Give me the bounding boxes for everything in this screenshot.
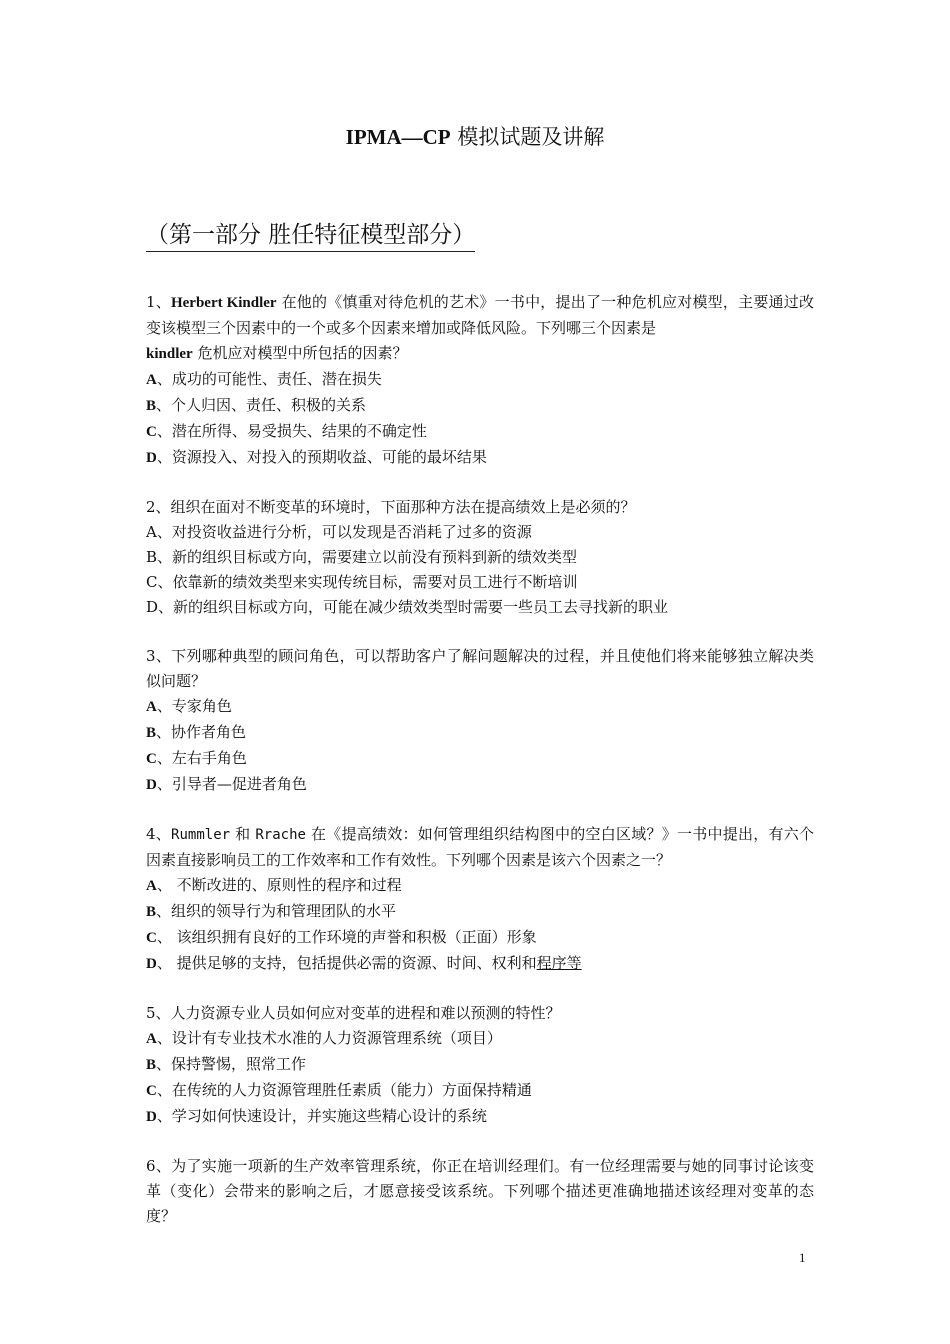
question-6-stem: 6、为了实施一项新的生产效率管理系统，你正在培训经理们。有一位经理需要与她的同事讨论该变革（变化）会带来的影响之后，才愿意接受该系统。下列哪个描述更准确地描述该经理对变革的态度？ — [146, 1157, 814, 1225]
question-6 — [146, 1154, 814, 1229]
option-text: 、 该组织拥有良好的工作环境的声誉和积极（正面）形象 — [156, 928, 537, 946]
question-4-stem — [146, 822, 814, 873]
question-5-option-d — [146, 1104, 814, 1130]
question-5-stem: 5、人力资源专业人员如何应对变革的进程和难以预测的特性？ — [146, 1004, 561, 1022]
question-3-option-c — [146, 746, 814, 772]
option-label: B — [146, 398, 157, 414]
option-text: 、学习如何快速设计，并实施这些精心设计的系统 — [156, 1107, 487, 1125]
option-label: A — [146, 1031, 157, 1047]
question-4 — [146, 822, 814, 977]
question-5-option-c — [146, 1078, 814, 1104]
option-text: 、保持警惕，照常工作 — [156, 1055, 307, 1073]
question-4-and: 和 — [235, 825, 251, 843]
option-label: D — [146, 450, 157, 466]
option-text: 、专家角色 — [156, 697, 232, 715]
option-text: 、个人归因、责任、积极的关系 — [156, 396, 367, 414]
option-text: 、设计有专业技术水准的人力资源管理系统（项目） — [156, 1029, 502, 1047]
option-text: 、组织的领导行为和管理团队的水平 — [156, 902, 397, 920]
document-title — [0, 124, 950, 150]
option-text: 、资源投入、对投入的预期收益、可能的最坏结果 — [156, 448, 487, 466]
option-text: 、 提供足够的支持，包括提供必需的资源、时间、权利和 — [156, 954, 537, 972]
question-4-option-d — [146, 951, 814, 977]
question-4-option-c — [146, 925, 814, 951]
author-name: Herbert Kindler — [170, 295, 277, 311]
option-text: 、 不断改进的、原则性的程序和过程 — [156, 876, 402, 894]
option-text: 、潜在所得、易受损失、结果的不确定性 — [156, 422, 427, 440]
question-1-stem — [146, 290, 814, 367]
option-label: B — [146, 725, 157, 741]
option-label: B — [146, 904, 157, 920]
title-english: IPMA—CP — [345, 125, 451, 149]
option-text: 、在传统的人力资源管理胜任素质（能力）方面保持精通 — [156, 1081, 532, 1099]
option-label: D — [146, 777, 157, 793]
option-label: C — [146, 930, 157, 946]
question-4-number: 4、 — [146, 825, 172, 843]
question-3-option-b — [146, 720, 814, 746]
question-1-option-d — [146, 445, 814, 471]
option-label: C — [146, 424, 157, 440]
underlined-text: 程序等 — [536, 954, 582, 972]
question-2-option-a: A、对投资收益进行分析，可以发现是否消耗了过多的资源 — [146, 523, 532, 541]
question-3-option-a — [146, 694, 814, 720]
author-rummler: Rummler — [171, 827, 231, 843]
option-label: D — [146, 956, 157, 972]
option-label: A — [146, 372, 157, 388]
question-3-option-d — [146, 772, 814, 798]
question-5-option-a — [146, 1026, 814, 1052]
question-1-option-b — [146, 393, 814, 419]
question-1-text-part1: 在他的《慎重对待危机的艺术》一书中，提出了一种危机应对模型，主要通过改变该模型三个因素中的一个或多个因素来增加或降低风险。下列哪三个因素是 — [146, 293, 814, 337]
question-2-option-c: C、依靠新的绩效类型来实现传统目标，需要对员工进行不断培训 — [146, 573, 578, 591]
question-2 — [146, 495, 814, 620]
kindler-term: kindler — [146, 346, 193, 362]
author-rrache: Rrache — [255, 827, 306, 843]
question-2-option-d: D、新的组织目标或方向，可能在减少绩效类型时需要一些员工去寻找新的职业 — [146, 598, 669, 616]
option-label: A — [146, 878, 157, 894]
option-label: C — [146, 1083, 157, 1099]
option-label: D — [146, 1109, 157, 1125]
question-4-text: 在《提高绩效：如何管理组织结构图中的空白区域？》一书中提出，有六个因素直接影响员工的工作效率和工作有效性。下列哪个因素是该六个因素之一？ — [146, 825, 814, 869]
page-number: 1 — [799, 1250, 806, 1265]
question-2-option-b: B、新的组织目标或方向，需要建立以前没有预料到新的绩效类型 — [146, 548, 578, 566]
question-3 — [146, 644, 814, 798]
option-label: B — [146, 1057, 157, 1073]
question-1-text-part2: 危机应对模型中所包括的因素？ — [197, 344, 408, 362]
question-1 — [146, 290, 814, 471]
question-5-option-b — [146, 1052, 814, 1078]
question-5 — [146, 1001, 814, 1130]
option-label: A — [146, 699, 157, 715]
question-2-stem: 2、组织在面对不断变革的环境时，下面那种方法在提高绩效上是必须的？ — [146, 498, 636, 516]
question-1-option-a — [146, 367, 814, 393]
option-text: 、左右手角色 — [156, 749, 247, 767]
option-label: C — [146, 751, 157, 767]
question-1-option-c — [146, 419, 814, 445]
option-text: 、成功的可能性、责任、潜在损失 — [156, 370, 382, 388]
question-1-number: 1、 — [146, 293, 171, 311]
question-3-stem: 3、下列哪种典型的顾问角色，可以帮助客户了解问题解决的过程，并且使他们将来能够独立解决类似问题？ — [146, 647, 814, 690]
title-chinese: 模拟试题及讲解 — [457, 125, 605, 149]
option-text: 、引导者—促进者角色 — [156, 775, 307, 793]
question-4-option-b — [146, 899, 814, 925]
option-text: 、协作者角色 — [156, 723, 247, 741]
question-list — [146, 290, 814, 1253]
section-heading: （第一部分 胜任特征模型部分） — [146, 220, 475, 252]
question-4-option-a — [146, 873, 814, 899]
